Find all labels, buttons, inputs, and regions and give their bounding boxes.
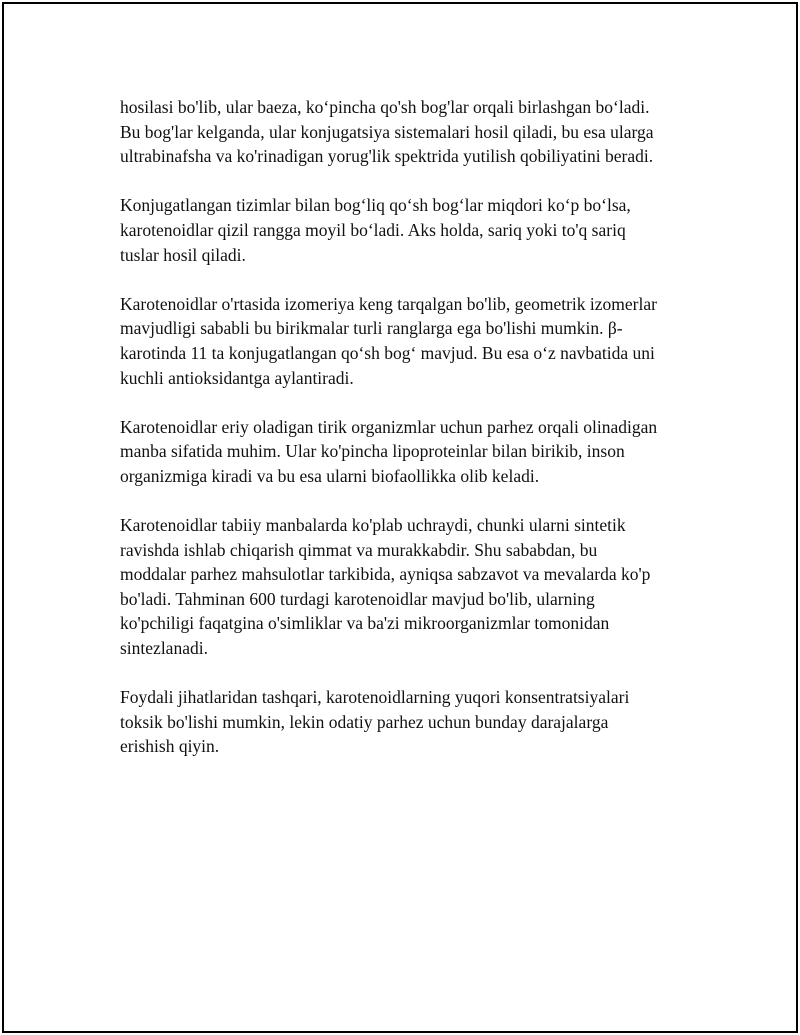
paragraph-6 [120,685,700,759]
paragraph-3 [120,292,700,390]
text-line: kuchli antioksidantga aylantiradi. [120,367,354,388]
text-line: Foydali jihatlaridan tashqari, karotenoidlarning yuqori konsentratsiyalari [120,687,630,708]
text-line: tuslar hosil qiladi. [120,244,246,265]
text-line: Konjugatlangan tizimlar bilan bog‘liq qo‘sh bog‘lar miqdori ko‘p bo‘lsa, [120,195,631,216]
text-line: manba sifatida muhim. Ular ko'pincha lipoproteinlar bilan birikib, inson [120,441,625,462]
text-line: Karotenoidlar o'rtasida izomeriya keng tarqalgan bo'lib, geometrik izomerlar [120,293,657,314]
text-line: Karotenoidlar tabiiy manbalarda ko'plab uchraydi, chunki ularni sintetik [120,515,626,536]
paragraph-5 [120,513,700,661]
text-line: sintezlanadi. [120,638,208,659]
paragraph-1 [120,95,700,169]
text-line: mavjudligi sababli bu birikmalar turli ranglarga ega bo'lishi mumkin. β- [120,318,623,339]
text-line: Bu bog'lar kelganda, ular konjugatsiya sistemalari hosil qiladi, bu esa ularga [120,121,654,142]
text-line: ravishda ishlab chiqarish qimmat va murakkabdir. Shu sababdan, bu [120,539,598,560]
text-line: Karotenoidlar eriy oladigan tirik organizmlar uchun parhez orqali olinadigan [120,416,658,437]
text-line: moddalar parhez mahsulotlar tarkibida, ayniqsa sabzavot va mevalarda ko'p [120,564,651,585]
paragraph-4 [120,415,700,489]
text-line: bo'ladi. Tahminan 600 turdagi karotenoidlar mavjud bo'lib, ularning [120,588,595,609]
text-line: toksik bo'lishi mumkin, lekin odatiy parhez uchun bunday darajalarga [120,711,609,732]
page-frame [2,2,798,1033]
text-line: karotinda 11 ta konjugatlangan qo‘sh bog‘ mavjud. Bu esa o‘z navbatida uni [120,342,655,363]
text-line: ultrabinafsha va ko'rinadigan yorug'lik spektrida yutilish qobiliyatini beradi. [120,146,654,167]
text-line: organizmiga kiradi va bu esa ularni biofaollikka olib keladi. [120,465,540,486]
text-line: erishish qiyin. [120,736,220,757]
paragraph-2 [120,193,700,267]
text-line: hosilasi bo'lib, ular baeza, ko‘pincha qo'sh bog'lar orqali birlashgan bo‘ladi. [120,97,650,117]
document-body [120,95,700,784]
text-line: ko'pchiligi faqatgina o'simliklar va ba'zi mikroorganizmlar tomonidan [120,613,610,634]
text-line: karotenoidlar qizil rangga moyil bo‘ladi. Aks holda, sariq yoki to'q sariq [120,219,626,240]
